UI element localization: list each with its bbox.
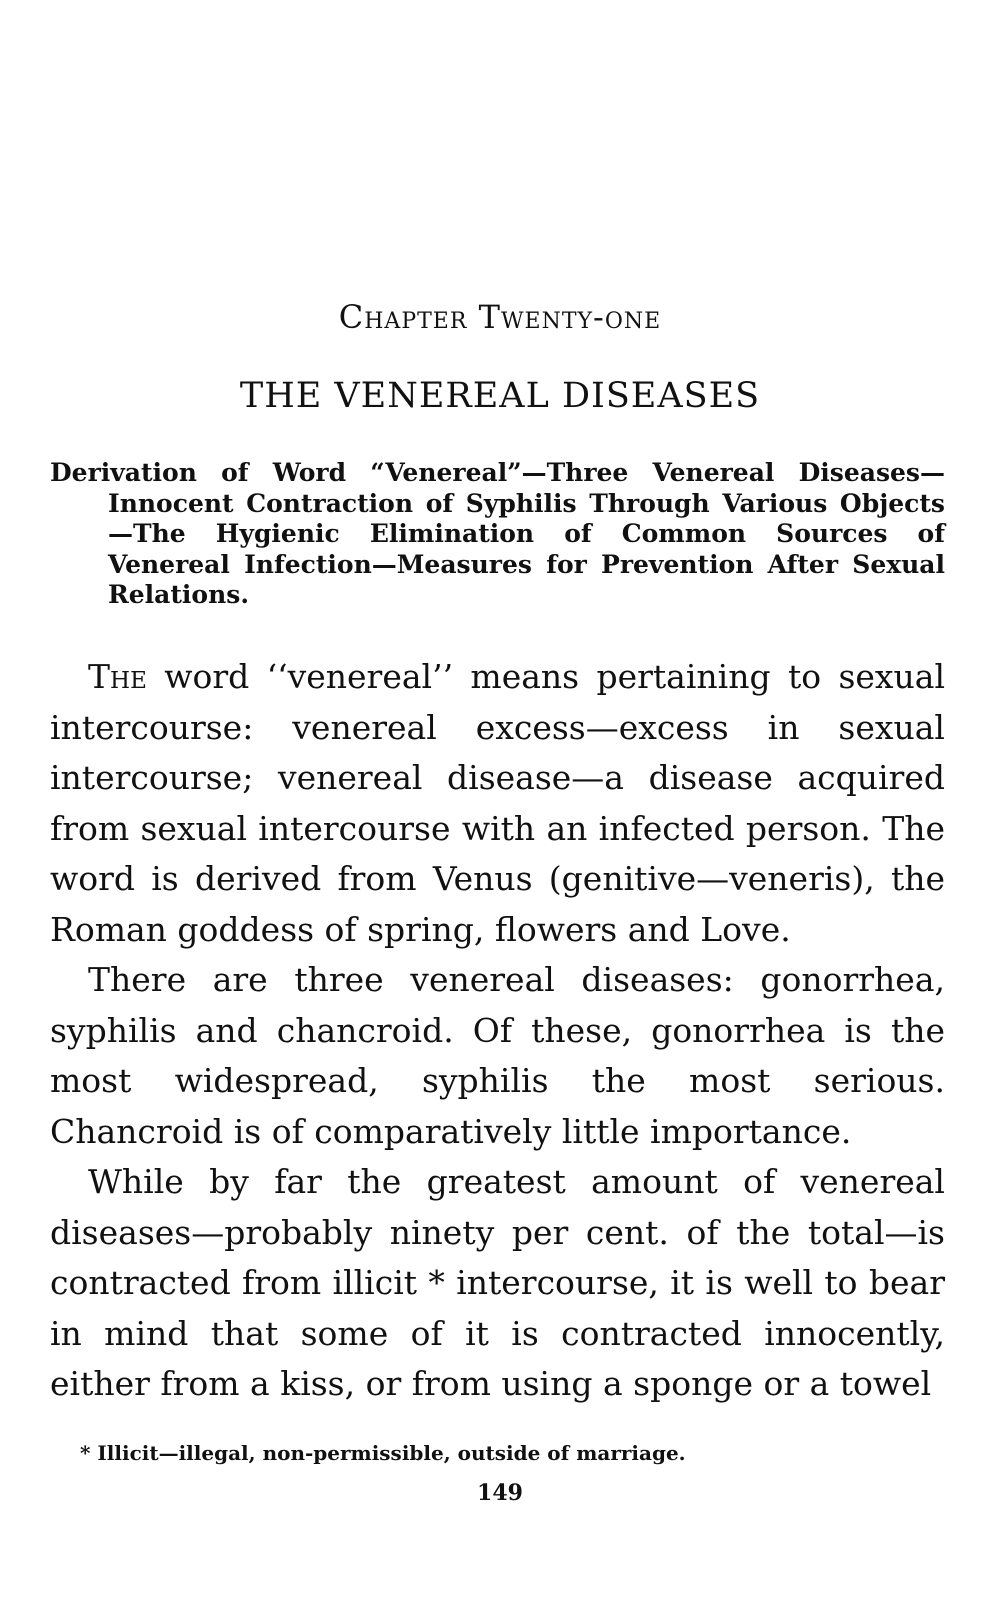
paragraph-1-text: word ‘‘venereal’’ means pertaining to sexual intercourse: venereal excess—excess in sexual intercourse; venereal disease—a disease acquired from sexual intercourse with an infected person. The word is derived from Venus (genitive—veneris), the Roman goddess of spring, flowers and Love. [50, 657, 945, 949]
synopsis-text: Derivation of Word “Venereal”—Three Venereal Diseases—Innocent Contraction of Syphilis Through Various Objects—The Hygienic Elimination of Common Sources of Venereal Infection—Measures for Prevention After Sexual Relations. [50, 458, 945, 609]
paragraph-3: While by far the greatest amount of venereal diseases—probably ninety per cent. of the total—is contracted from illicit * intercourse, it is well to bear in mind that some of it is contracted innocently, either from a kiss, or from using a sponge or a towel [50, 1162, 945, 1403]
footnote: * Illicit—illegal, non-permissible, outside of marriage. [80, 1441, 686, 1465]
paragraph-2: There are three venereal diseases: gonorrhea, syphilis and chancroid. Of these, gonorrhea is the most widespread, syphilis the most serious. Chancroid is of comparatively little importance. [50, 960, 945, 1151]
chapter-title: THE VENEREAL DISEASES [239, 376, 761, 416]
chapter-synopsis [50, 458, 945, 611]
chapter-body [50, 652, 945, 1410]
chapter-label: Chapter Twenty-one [338, 298, 662, 336]
paragraph-1 [50, 652, 945, 955]
paragraph-1-lead: The [88, 657, 147, 696]
page-number: 149 [477, 1480, 523, 1506]
